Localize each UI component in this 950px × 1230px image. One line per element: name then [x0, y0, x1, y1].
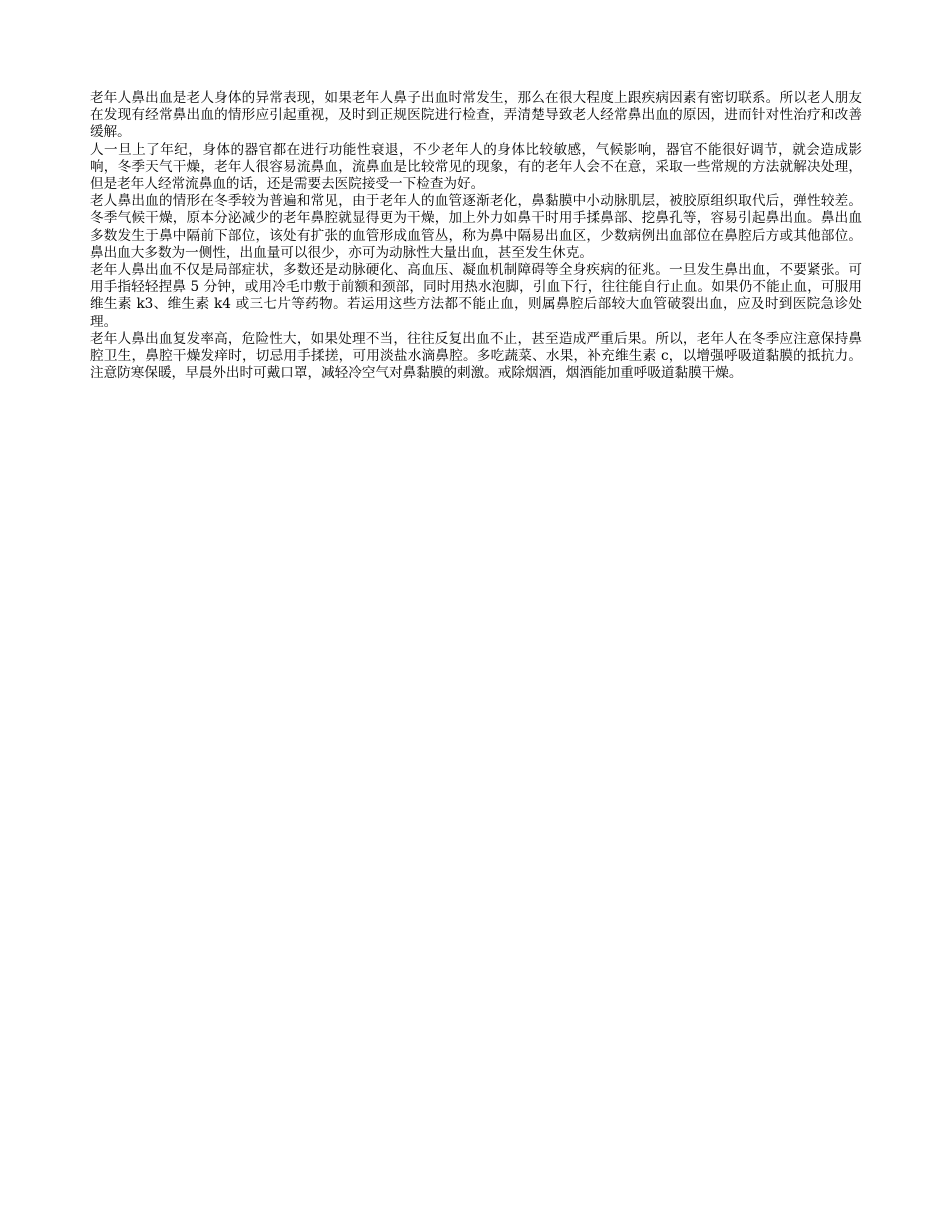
paragraph-1: 老年人鼻出血是老人身体的异常表现，如果老年人鼻子出血时常发生，那么在很大程度上跟疾病因素有密切联系。所以老人朋友在发现有经常鼻出血的情形应引起重视，及时到正规医院进行检查，弄清楚导致老人经常鼻出血的原因，进而针对性治疗和改善缓解。	[90, 90, 862, 141]
paragraph-4: 老年人鼻出血不仅是局部症状，多数还是动脉硬化、高血压、凝血机制障碍等全身疾病的征兆。一旦发生鼻出血，不要紧张。可用手指轻轻捏鼻 5 分钟，或用冷毛巾敷于前额和颈部，同时用热水泡脚，引血下行，往往能自行止血。如果仍不能止血，可服用维生素 k3、维生素 k4 或三七片等药物。若运用这些方法都不能止血，则属鼻腔后部较大血管破裂出血，应及时到医院急诊处理。	[90, 262, 862, 330]
article-body	[90, 90, 862, 382]
paragraph-2: 人一旦上了年纪，身体的器官都在进行功能性衰退，不少老年人的身体比较敏感，气候影响，器官不能很好调节，就会造成影响，冬季天气干燥，老年人很容易流鼻血，流鼻血是比较常见的现象，有的老年人会不在意，采取一些常规的方法就解决处理，但是老年人经常流鼻血的话，还是需要去医院接受一下检查为好。	[90, 141, 862, 193]
paragraph-3: 老人鼻出血的情形在冬季较为普遍和常见，由于老年人的血管逐渐老化，鼻黏膜中小动脉肌层，被胶原组织取代后，弹性较差。冬季气候干燥，原本分泌减少的老年鼻腔就显得更为干燥，加上外力如鼻干时用手揉鼻部、挖鼻孔等，容易引起鼻出血。鼻出血多数发生于鼻中隔前下部位，该处有扩张的血管形成血管丛，称为鼻中隔易出血区，少数病例出血部位在鼻腔后方或其他部位。鼻出血大多数为一侧性，出血量可以很少，亦可为动脉性大量出血，甚至发生休克。	[90, 193, 862, 261]
paragraph-5: 老年人鼻出血复发率高，危险性大，如果处理不当，往往反复出血不止，甚至造成严重后果。所以，老年人在冬季应注意保持鼻腔卫生，鼻腔干燥发痒时，切忌用手揉搓，可用淡盐水滴鼻腔。多吃蔬菜、水果，补充维生素 c，以增强呼吸道黏膜的抵抗力。注意防寒保暖，早晨外出时可戴口罩，减轻冷空气对鼻黏膜的刺激。戒除烟酒，烟酒能加重呼吸道黏膜干燥。	[90, 330, 862, 382]
